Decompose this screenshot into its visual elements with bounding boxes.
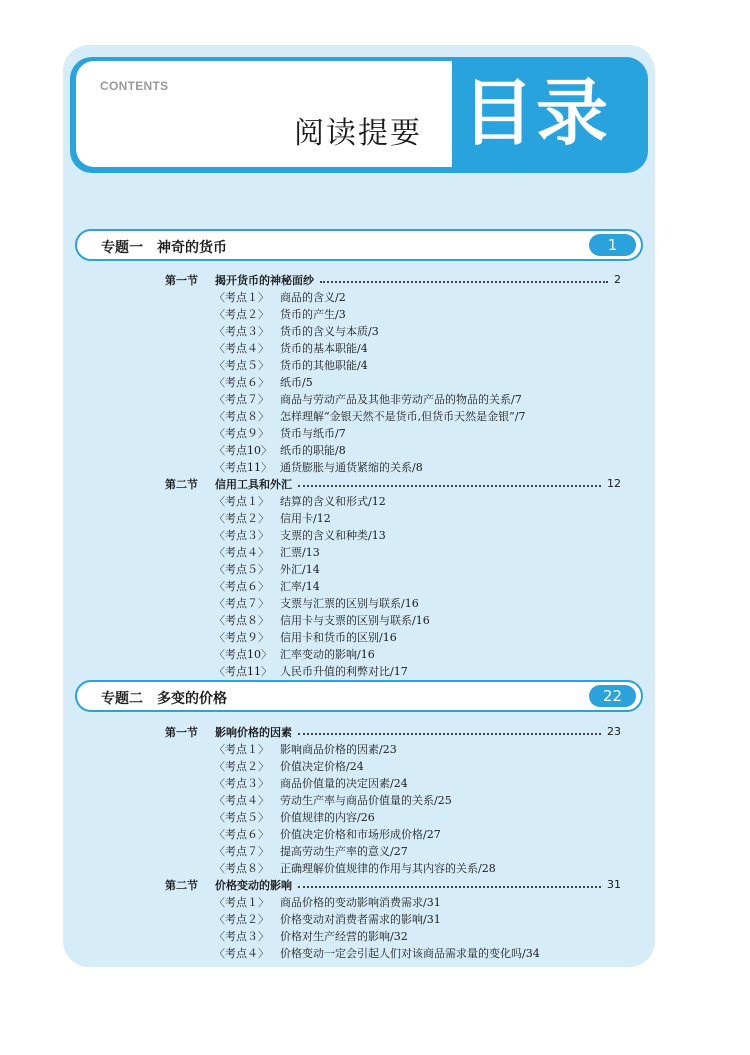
item-text: 影响商品价格的因素/23 (280, 742, 397, 756)
item-text: 价格变动一定会引起人们对该商品需求量的变化吗/34 (280, 946, 540, 960)
section-entry[interactable] (165, 876, 621, 893)
item-text: 支票的含义和种类/13 (280, 528, 386, 542)
list-item[interactable] (214, 740, 397, 757)
item-text: 结算的含义和形式/12 (280, 494, 386, 508)
list-item[interactable] (214, 927, 408, 944)
section-entry[interactable] (165, 475, 621, 492)
list-item[interactable] (214, 825, 441, 842)
item-text: 商品与劳动产品及其他非劳动产品的物品的关系/7 (280, 392, 522, 406)
list-item[interactable] (214, 594, 419, 611)
item-label: 〈考点４〉 (214, 341, 269, 355)
list-item[interactable] (214, 645, 375, 662)
list-item[interactable] (214, 356, 368, 373)
section-number: 第二节 (165, 878, 198, 892)
section-page-number: 23 (607, 725, 621, 738)
list-item[interactable] (214, 910, 441, 927)
dot-leader (298, 485, 601, 487)
item-label: 〈考点10〉 (214, 443, 272, 457)
list-item[interactable] (214, 859, 496, 876)
item-text: 信用卡/12 (280, 511, 331, 525)
list-item[interactable] (214, 791, 452, 808)
list-item[interactable] (214, 492, 386, 509)
section-number: 第一节 (165, 725, 198, 739)
item-label: 〈考点11〉 (214, 460, 272, 474)
topic-page-badge: 1 (589, 234, 636, 256)
item-label: 〈考点３〉 (214, 929, 269, 943)
item-label: 〈考点１〉 (214, 290, 269, 304)
item-text: 通货膨胀与通货紧缩的关系/8 (280, 460, 423, 474)
item-text: 汇票/13 (280, 545, 320, 559)
item-text: 汇率/14 (280, 579, 320, 593)
page-title: 目录 (462, 71, 611, 155)
list-item[interactable] (214, 543, 320, 560)
item-label: 〈考点５〉 (214, 358, 269, 372)
item-label: 〈考点３〉 (214, 324, 269, 338)
subtitle: 阅读提要 (294, 116, 422, 151)
item-label: 〈考点１〉 (214, 742, 269, 756)
item-label: 〈考点６〉 (214, 579, 269, 593)
item-label: 〈考点５〉 (214, 562, 269, 576)
section-page-number: 2 (614, 273, 621, 286)
list-item[interactable] (214, 424, 346, 441)
item-label: 〈考点３〉 (214, 528, 269, 542)
item-label: 〈考点９〉 (214, 426, 269, 440)
list-item[interactable] (214, 339, 368, 356)
contents-label: CONTENTS (100, 79, 169, 93)
list-item[interactable] (214, 944, 540, 961)
item-label: 〈考点４〉 (214, 946, 269, 960)
list-item[interactable] (214, 509, 331, 526)
section-title: 影响价格的因素 (215, 725, 292, 739)
section-page-number: 12 (607, 477, 621, 490)
list-item[interactable] (214, 407, 525, 424)
item-text: 人民币升值的利弊对比/17 (280, 664, 408, 678)
dot-leader (320, 281, 608, 283)
item-label: 〈考点１〉 (214, 895, 269, 909)
item-text: 价值决定价格/24 (280, 759, 364, 773)
item-text: 价格变动对消费者需求的影响/31 (280, 912, 441, 926)
item-text: 货币的含义与本质/3 (280, 324, 379, 338)
item-label: 〈考点５〉 (214, 810, 269, 824)
list-item[interactable] (214, 628, 397, 645)
item-text: 纸币/5 (280, 375, 313, 389)
section-title: 信用工具和外汇 (215, 477, 292, 491)
list-item[interactable] (214, 458, 423, 475)
item-label: 〈考点７〉 (214, 596, 269, 610)
list-item[interactable] (214, 560, 320, 577)
list-item[interactable] (214, 441, 346, 458)
item-text: 商品价值量的决定因素/24 (280, 776, 408, 790)
item-text: 支票与汇票的区别与联系/16 (280, 596, 419, 610)
list-item[interactable] (214, 322, 379, 339)
item-label: 〈考点７〉 (214, 844, 269, 858)
item-label: 〈考点２〉 (214, 307, 269, 321)
item-label: 〈考点２〉 (214, 912, 269, 926)
item-label: 〈考点３〉 (214, 776, 269, 790)
item-text: 信用卡和货币的区别/16 (280, 630, 397, 644)
item-text: 汇率变动的影响/16 (280, 647, 375, 661)
topic-title: 专题一 神奇的货币 (101, 240, 227, 256)
section-title: 价格变动的影响 (215, 878, 292, 892)
item-text: 劳动生产率与商品价值量的关系/25 (280, 793, 452, 807)
item-text: 商品价格的变动影响消费需求/31 (280, 895, 441, 909)
section-entry[interactable] (165, 271, 621, 288)
item-label: 〈考点６〉 (214, 375, 269, 389)
list-item[interactable] (214, 577, 320, 594)
item-text: 货币的基本职能/4 (280, 341, 368, 355)
section-entry[interactable] (165, 723, 621, 740)
item-label: 〈考点10〉 (214, 647, 272, 661)
topic-bar[interactable] (75, 680, 643, 712)
item-label: 〈考点６〉 (214, 827, 269, 841)
list-item[interactable] (214, 526, 386, 543)
item-label: 〈考点９〉 (214, 630, 269, 644)
item-text: 货币的产生/3 (280, 307, 346, 321)
list-item[interactable] (214, 842, 408, 859)
item-text: 外汇/14 (280, 562, 320, 576)
topic-page-badge: 22 (589, 685, 636, 707)
list-item[interactable] (214, 774, 408, 791)
section-number: 第一节 (165, 273, 198, 287)
item-label: 〈考点４〉 (214, 793, 269, 807)
item-label: 〈考点２〉 (214, 511, 269, 525)
item-text: 价值规律的内容/26 (280, 810, 375, 824)
item-label: 〈考点８〉 (214, 613, 269, 627)
section-title: 揭开货币的神秘面纱 (215, 273, 314, 287)
item-label: 〈考点８〉 (214, 409, 269, 423)
item-text: 价值决定价格和市场形成价格/27 (280, 827, 441, 841)
item-label: 〈考点７〉 (214, 392, 269, 406)
topic-bar[interactable] (75, 229, 643, 261)
item-label: 〈考点８〉 (214, 861, 269, 875)
item-text: 货币的其他职能/4 (280, 358, 368, 372)
item-text: 正确理解价值规律的作用与其内容的关系/28 (280, 861, 496, 875)
section-number: 第二节 (165, 477, 198, 491)
list-item[interactable] (214, 893, 441, 910)
item-text: 纸币的职能/8 (280, 443, 346, 457)
list-item[interactable] (214, 808, 375, 825)
dot-leader (298, 886, 601, 888)
item-text: 信用卡与支票的区别与联系/16 (280, 613, 430, 627)
item-label: 〈考点４〉 (214, 545, 269, 559)
item-text: 怎样理解“金银天然不是货币,但货币天然是金银”/7 (280, 409, 526, 423)
list-item[interactable] (214, 373, 313, 390)
item-text: 商品的含义/2 (280, 290, 346, 304)
topic-title: 专题二 多变的价格 (101, 691, 227, 707)
list-item[interactable] (214, 288, 346, 305)
item-text: 提高劳动生产率的意义/27 (280, 844, 408, 858)
dot-leader (298, 733, 601, 735)
list-item[interactable] (214, 757, 364, 774)
item-text: 货币与纸币/7 (280, 426, 346, 440)
section-page-number: 31 (607, 878, 621, 891)
item-text: 价格对生产经营的影响/32 (280, 929, 408, 943)
item-label: 〈考点11〉 (214, 664, 272, 678)
list-item[interactable] (214, 390, 522, 407)
list-item[interactable] (214, 305, 346, 322)
item-label: 〈考点１〉 (214, 494, 269, 508)
list-item[interactable] (214, 662, 408, 679)
item-label: 〈考点２〉 (214, 759, 269, 773)
list-item[interactable] (214, 611, 430, 628)
